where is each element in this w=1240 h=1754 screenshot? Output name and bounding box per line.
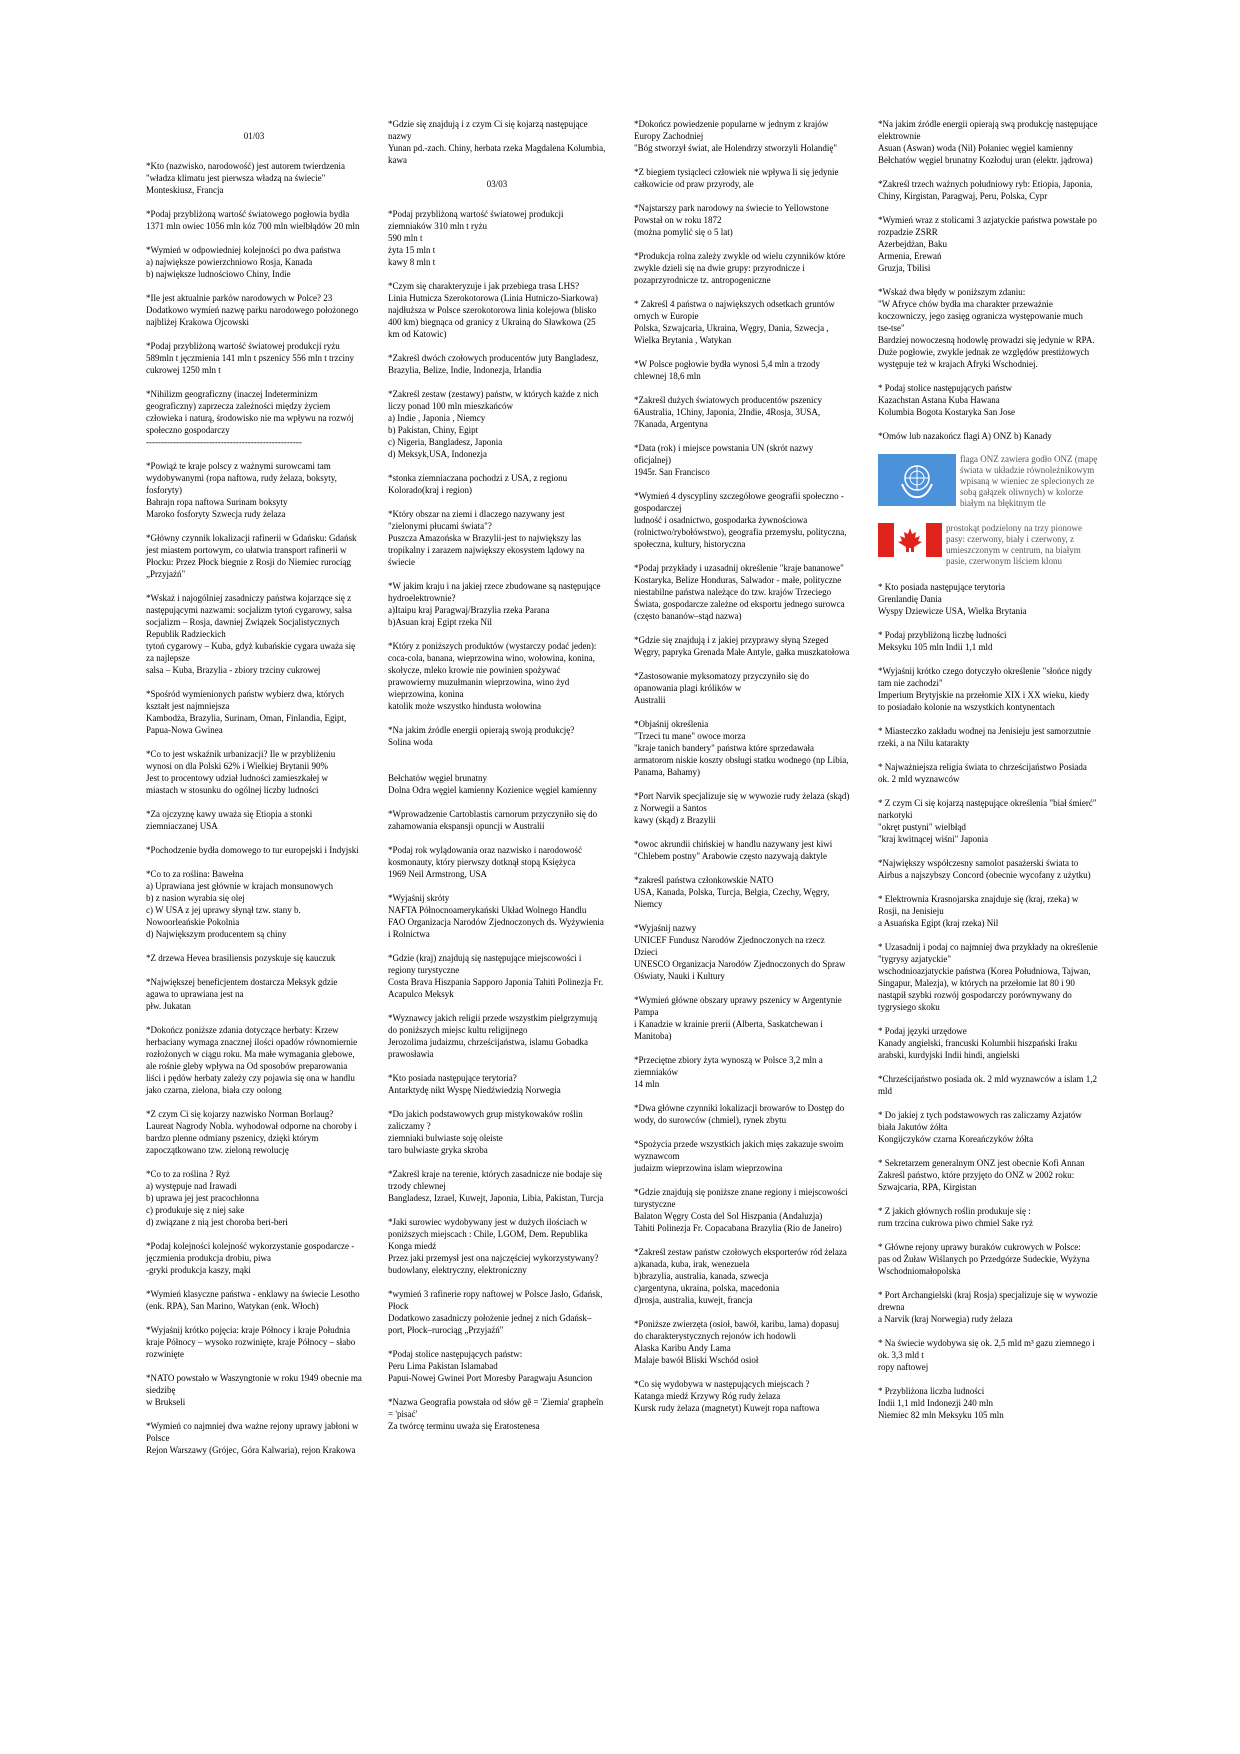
- qa-item: *Wskaż dwa błędy w poniższym zdaniu: "W Afryce chów bydła ma charakter przeważnie koczowniczy, jego zasięg ogranicza występowanie much tse-tse" Bardziej nowoczesną hodowlę prowadzi się jedynie w RPA. Duże pogłowie, zwykle jednak ze względów prestiżowych występuje też w krajach Afryki Wschodniej.: [878, 287, 1095, 369]
- qa-item: *Wymień 4 dyscypliny szczegółowe geografii społeczno - gospodarczej ludność i osadnictwo, gospodarka żywnościowa (rolnictwo/rybołówstwo), geografia przemysłu, polityczna, społeczna, kultury, historyczna: [634, 491, 847, 549]
- column-2-body: [388, 208, 606, 1432]
- qa-item: *wymień 3 rafinerie ropy naftowej w Polsce Jasło, Gdańsk, Płock Dodatkowo zasadniczy położenie jednej z nich Gdańsk–port, Płock–rurociąg „Przyjaźń": [388, 1289, 603, 1335]
- qa-item: *Wymień co najmniej dwa ważne rejony uprawy jabłoni w Polsce Rejon Warszawy (Grójec, Góra Kalwaria), rejon Krakowa: [146, 1421, 359, 1455]
- qa-item: *Co to jest wskaźnik urbanizacji? Ile w przybliżeniu wynosi on dla Polski 62% i Wielkiej Brytanii 90% Jest to procentowy udział ludności zamieszkałej w miastach w stosunku do ogólnej liczby ludności: [146, 749, 336, 795]
- qa-item: * Podaj przybliżoną liczbę ludności Meksyku 105 mln Indii 1,1 mld: [878, 630, 1007, 652]
- page-header-01: 01/03: [243, 131, 265, 141]
- qa-item: *Gdzie się znajdują i z czym Ci się kojarzą następujące nazwy Yunan pd.-zach. Chiny, herbata rzeka Magdalena Kolumbia, kawa: [388, 119, 606, 165]
- column-3: [634, 118, 850, 1426]
- qa-item: *Wymień klasyczne państwa - enklawy na świecie Lesotho (enk. RPA), San Marino, Watykan (enk. Włoch): [146, 1289, 360, 1311]
- qa-item: *Zakreśl dużych światowych producentów pszenicy 6Australia, 1Chiny, Japonia, 2Indie, 4Rosja, 3USA, 7Kanada, Argentyna: [634, 395, 822, 429]
- qa-item: *Kto posiada następujące terytoria? Antarktydę nikt Wyspę Niedźwiedzią Norwegia: [388, 1073, 561, 1095]
- qa-item: *W jakim kraju i na jakiej rzece zbudowane są następujące hydroelektrownie? a)Itaipu kraj Paragwaj/Brazylia rzeka Parana b)Asuan kraj Egipt rzeka Nil: [388, 581, 601, 627]
- qa-item: *Ile jest aktualnie parków narodowych w Polce? 23 Dodatkowo wymień nazwę parku narodowego położonego najbliżej Krakowa Ojcowski: [146, 293, 359, 327]
- qa-item: *Największej beneficjentem dostarcza Meksyk gdzie agawa to uprawiana jest na płw. Jukatan: [146, 977, 338, 1011]
- qa-item: *Zakreśl trzech ważnych południowy ryb: Etiopia, Japonia, Chiny, Kirgistan, Paragwaj, Peru, Polska, Cypr: [878, 179, 1093, 201]
- qa-item: *Główny czynnik lokalizacji rafinerii w Gdańsku: Gdańsk jest miastem portowym, co ułatwia transport rafinerii w Płocku: Przez Płock biegnie z Rosji do Niemiec rurociąg „Przyjaźń": [146, 533, 357, 579]
- qa-item: *NATO powstało w Waszyngtonie w roku 1949 obecnie ma siedzibę w Brukseli: [146, 1373, 362, 1407]
- qa-item: *stonka ziemniaczana pochodzi z USA, z regionu Kolorado(kraj i region): [388, 473, 568, 495]
- qa-item: * Zakreśl 4 państwa o największych odsetkach gruntów ornych w Europie Polska, Szwajcaria, Ukraina, Węgry, Dania, Szwecja , Wielka Brytania , Watykan: [634, 299, 835, 345]
- un-flag-row: [878, 454, 1098, 509]
- qa-item: * Z czym Ci się kojarzą następujące określenia "biał śmierć" narkotyki "okręt pustyni" wielbłąd "kraj kwitnącej wiśni" Japonia: [878, 798, 1097, 844]
- qa-item: * Kto posiada następujące terytoria Grenlandię Dania Wyspy Dziewicze USA, Wielka Brytania: [878, 582, 1027, 616]
- qa-item: *Powiąż te kraje polscy z ważnymi surowcami tam wydobywanymi (ropa naftowa, rudy żelaza, boksyty, fosforyty) Bahrajn ropa naftowa Surinam boksyty Maroko fosforyty Szwecja rudy żelaza: [146, 461, 337, 519]
- qa-item: *Wprowadzenie Cartoblastis carnorum przyczyniło się do zahamowania ekspansji opuncji w Australii: [388, 809, 598, 831]
- qa-item: *Wyjaśnij krótko czego dotyczyło określenie "słońce nigdy tam nie zachodzi" Imperium Brytyjskie na przełomie XIX i XX wieku, kiedy to posiadało kolonie na wszystkich kontynentach: [878, 666, 1093, 712]
- qa-item: *W Polsce pogłowie bydła wynosi 5,4 mln a trzody chlewnej 18,6 mln: [634, 359, 821, 381]
- qa-item: *Wyjaśnij nazwy UNICEF Fundusz Narodów Zjednoczonych na rzecz Dzieci UNESCO Organizacja Narodów Zjednoczonych do Spraw Oświaty, Nauki i Kultury: [634, 923, 846, 981]
- column-4: [878, 118, 1098, 1433]
- qa-item: *Z czym Ci się kojarzy nazwisko Norman Borlaug? Laureat Nagrody Nobla. wyhodował odporne na choroby i bardzo plenne odmiany pszenicy, dzięki którym zapoczątkowano tzw. zieloną rewolucję: [146, 1109, 357, 1155]
- qa-item: *Czym się charakteryzuje i jak przebiega trasa LHS? Linia Hutnicza Szerokotorowa (Linia Hutniczo-Siarkowa) najdłuższa w Polsce szerokotorowa linia kolejowa (blisko 400 km) biegnąca od granicy z Ukrainą do Sławkowa (25 km od Katowic): [388, 281, 598, 339]
- qa-item: * Uzasadnij i podaj co najmniej dwa przykłady na określenie "tygrysy azjatyckie" wschodnioazjatyckie państwa (Korea Południowa, Tajwan, Singapur, Malezja), w których na przełomie lat 80 i 90 nastąpił szybki rozwój gospodarczy porównywany do tygrysiego skoku: [878, 942, 1098, 1012]
- qa-item: *Objaśnij określenia "Trzeci tu mane" owoce morza "kraje tanich bandery" państwa które sprzedawała armatorom niskie koszty obsługi statku wodnego (np Libia, Panama, Bahamy): [634, 719, 849, 777]
- qa-item: *zakreśl państwa członkowskie NATO USA, Kanada, Polska, Turcja, Belgia, Czechy, Węgry, Niemcy: [634, 875, 830, 909]
- qa-item: *Spośród wymienionych państw wybierz dwa, których kształt jest najmniejsza Kambodża, Brazylia, Surinam, Oman, Finlandia, Egipt, Papua-Nowa Gwinea: [146, 689, 347, 735]
- qa-item: *Gdzie (kraj) znajdują się następujące miejscowości i regiony turystyczne Costa Brava Hiszpania Sapporo Japonia Tahiti Polinezja Fr. Acapulco Meksyk: [388, 953, 604, 999]
- qa-item: *Do jakich podstawowych grup mistykowaków roślin zaliczamy ? ziemniaki bulwiaste soję oleiste taro bulwiaste gryka skroba: [388, 1109, 583, 1155]
- qa-item: *Nihilizm geograficzny (inaczej Indeterminizm geograficzny) zaprzecza zależności między życiem człowieka i naturą, środowisko nie ma wpływu na rozwój społeczno gospodarczy ----------------------------------------------------: [146, 389, 354, 447]
- qa-item: * Na świecie wydobywa się ok. 2,5 mld m³ gazu ziemnego i ok. 3,3 mld t ropy naftowej: [878, 1338, 1095, 1372]
- qa-item: * Najważniejsza religia świata to chrześcijaństwo Posiada ok. 2 mld wyznawców: [878, 762, 1087, 784]
- qa-item: *Wymień wraz z stolicami 3 azjatyckie państwa powstałe po rozpadzie ZSRR Azerbejdżan, Baku Armenia, Erewań Gruzja, Tbilisi: [878, 215, 1097, 273]
- qa-item: *Dokończ poniższe zdania dotyczące herbaty: Krzew herbaciany wymaga znacznej ilości opadów równomiernie rozłożonych w ciągu roku. Ma małe wymagania glebowe, ale rośnie gleby wpływa na Od sposobów preparowania liści i pędów herbaty zależy czy pojawia się ona w handlu jako czarna, zielona, biała czy oolong: [146, 1025, 358, 1095]
- qa-item: *Wskaż i najogólniej zasadniczy państwa kojarzące się z następującymi nazwami: socjalizm tytoń cygarowy, salsa socjalizm – Rosja, dawniej Związek Socjalistycznych Republik Radzieckich tytoń cygarowy – Kuba, gdyż kubańskie cygara uważa się za najlepsze salsa – Kuba, Brazylia - zbiory trzciny cukrowej: [146, 593, 356, 675]
- qa-item: *Data (rok) i miejsce powstania UN (skrót nazwy oficjalnej) 1945r. San Francisco: [634, 443, 814, 477]
- qa-item: * Port Archangielski (kraj Rosja) specjalizuje się w wywozie drewna a Narvik (kraj Norwegia) rudy żelaza: [878, 1290, 1098, 1324]
- qa-item: * Podaj stolice następujących państw Kazachstan Astana Kuba Hawana Kolumbia Bogota Kostaryka San Jose: [878, 383, 1015, 417]
- canada-flag-caption: prostokąt podzielony na trzy pionowe pasy: czerwony, biały i czerwony, z umieszczonym w centrum, na białym pasie, czerwonym liściem klonu: [946, 523, 1082, 566]
- qa-item: *Podaj przybliżoną wartość światowej produkcji ryżu 589mln t jęczmienia 141 mln t pszenicy 556 mln t trzciny cukrowej 1250 mln t: [146, 341, 354, 375]
- qa-item: *Podaj stolice następujących państw: Peru Lima Pakistan Islamabad Papui-Nowej Gwinei Port Moresby Paragwaju Asuncion: [388, 1349, 593, 1383]
- qa-item: *Przeciętne zbiory żyta wynoszą w Polsce 3,2 mln a ziemniaków 14 mln: [634, 1055, 823, 1089]
- qa-item: *Co to za roślina ? Ryż a) występuje nad Irawadi b) uprawa jej jest pracochłonna c) produkuje się z niej sake d) związane z nią jest choroba beri-beri: [146, 1169, 288, 1227]
- qa-item: *Zakreśl zestaw państw czołowych eksporterów ród żelaza a)kanada, kuba, irak, wenezuela b)brazylia, australia, kanada, szwecja c)argentyna, ukraina, polska, macedonia d)rosja, australia, kuwejt, francja: [634, 1247, 847, 1305]
- qa-item: *Omów lub nazakończ flagi A) ONZ b) Kanady: [878, 431, 1052, 441]
- qa-item: *Na jakim źródle energii opierają swoją produkcję? Solina woda: [388, 725, 575, 747]
- qa-item: *Wyznawcy jakich religii przede wszystkim pielgrzymują do poniższych miejsc kultu religijnego Jerozolima judaizmu, chrześcijaństwa, islamu Gobadka prawosławia: [388, 1013, 598, 1059]
- qa-item: * Sekretarzem generalnym ONZ jest obecnie Kofi Annan Zakreśl państwo, które przyjęto do ONZ w 2002 roku: Szwajcaria, RPA, Kirgistan: [878, 1158, 1085, 1192]
- qa-item: *Za ojczyznę kawy uważa się Etiopia a stonki ziemniaczanej USA: [146, 809, 313, 831]
- column-2-top: [388, 118, 606, 166]
- qa-item: *Port Narvik specjalizuje się w wywozie rudy żelaza (skąd) z Norwegii a Santos kawy (skąd) z Brazylii: [634, 791, 850, 825]
- qa-item: *Podaj przykłady i uzasadnij określenie "kraje bananowe" Kostaryka, Belize Honduras, Salwador - małe, polityczne niestabilne państwa należące do tzw. krajów Trzeciego Świata, gospodarcze zależne od eksportu jednego surowca (często bananów–stąd nazwa): [634, 563, 845, 621]
- qa-item: * Przybliżona liczba ludności Indii 1,1 mld Indonezji 240 mln Niemiec 82 mln Meksyku 105 mln: [878, 1386, 1004, 1420]
- qa-item: *Wyjaśnij krótko pojęcia: kraje Północy i kraje Południa kraje Północy – wysoko rozwinięte, kraje Północy – słabo rozwinięte: [146, 1325, 356, 1359]
- qa-item: *Który obszar na ziemi i dlaczego nazywany jest "zielonymi płucami świata"? Puszcza Amazońska w Brazylii-jest to największy las tropikalny i zarazem największy ekosystem lądowy na świecie: [388, 509, 585, 567]
- qa-item: *Z drzewa Hevea brasiliensis pozyskuje się kauczuk: [146, 953, 336, 963]
- qa-item: *Największy współczesny samolot pasażerski świata to Airbus a najszybszy Concord (obecnie wycofany z użytku): [878, 858, 1091, 880]
- qa-item: *Spożycia przede wszystkich jakich mięs zakazuje swoim wyznawcom judaizm wieprzowina islam wieprzowina: [634, 1139, 844, 1173]
- qa-item: Bełchatów węgiel brunatny Dolna Odra węgiel kamienny Kozienice węgiel kamienny: [388, 773, 597, 795]
- qa-item: * Główne rejony uprawy buraków cukrowych w Polsce: pas od Żuław Wiślanych po Przedgórze Sudeckie, Wyżyna Wschodniomałopolska: [878, 1242, 1090, 1276]
- qa-item: *Gdzie znajdują się poniższe znane regiony i miejscowości turystyczne Balaton Węgry Costa del Sol Hiszpania (Andaluzja) Tahiti Polinezja Fr. Copacabana Brazylia (Rio de Janeiro): [634, 1187, 848, 1233]
- column-2: [388, 118, 606, 1444]
- qa-item: *Zastosowanie myksomatozy przyczyniło się do opanowania plagi królików w Australii: [634, 671, 809, 705]
- qa-item: *Poniższe zwierzęta (osioł, bawół, karibu, lama) dopasuj do charakterystycznych rejonów ich hodowli Alaska Karibu Andy Lama Malaje bawół Bliski Wschód osioł: [634, 1319, 840, 1365]
- qa-item: *Wymień w odpowiedniej kolejności po dwa państwa a) największe powierzchniowo Rosja, Kanada b) największe ludnościowo Chiny, Indie: [146, 245, 341, 279]
- qa-item: *Podaj przybliżoną wartość światowego pogłowia bydła 1371 mln owiec 1056 mln kóz 700 mln wielbłądów 20 mln: [146, 209, 360, 231]
- qa-item: *Na jakim źródle energii opierają swą produkcję następujące elektrownie Asuan (Aswan) woda (Nil) Połaniec węgiel kamienny Bełchatów węgiel brunatny Kozłoduj uran (elektr. jądrowa): [878, 119, 1098, 165]
- canada-flag-row: [878, 523, 1098, 567]
- column-1: [146, 118, 362, 1468]
- qa-item: * Podaj języki urzędowe Kanady angielski, francuski Kolumbii hiszpański Iraku arabski, kurdyjski Indii hindi, angielski: [878, 1026, 1077, 1060]
- qa-item: *Chrześcijaństwo posiada ok. 2 mld wyznawców a islam 1,2 mld: [878, 1074, 1097, 1096]
- qa-item: *Gdzie się znajdują i z jakiej przyprawy słyną Szeged Węgry, papryka Grenada Małe Antyle, gałka muszkatołowa: [634, 635, 850, 657]
- un-flag-caption: flaga ONZ zawiera godło ONZ (mapę świata w układzie równoleżnikowym wpisaną w wieniec ze splecionych ze sobą gałązek oliwnych) w kolorze białym na błękitnym tle: [960, 454, 1098, 508]
- column-3-body: [634, 118, 850, 1414]
- column-1-body: [146, 160, 362, 1456]
- qa-item: *Podaj kolejności kolejność wykorzystanie gospodarcze -jęczmienia produkcja drobiu, piwa -gryki produkcja kaszy, mąki: [146, 1241, 355, 1275]
- qa-item: *Z biegiem tysiącleci człowiek nie wpływa li się jedynie całkowicie od praw przyrody, ale: [634, 167, 839, 189]
- qa-item: *Dokończ powiedzenie popularne w jednym z krajów Europy Zachodniej "Bóg stworzył świat, ale Holendrzy stworzyli Holandię": [634, 119, 838, 153]
- qa-item: *Co się wydobywa w następujących miejscach ? Katanga miedź Krzywy Róg rudy żelaza Kursk rudy żelaza (magnetyt) Kuwejt ropa naftowa: [634, 1379, 820, 1413]
- qa-item: *Jaki surowiec wydobywany jest w dużych ilościach w poniższych miejscach : Chile, LGOM, Dem. Republika Konga miedź Przez jaki przemysł jest ona najczęściej wykorzystywany? budowlany, elektryczny, elektroniczny: [388, 1217, 599, 1275]
- page-header-03: 03/03: [486, 179, 508, 189]
- qa-item: *Najstarszy park narodowy na świecie to Yellowstone Powstał on w roku 1872 (można pomylić się o 5 lat): [634, 203, 829, 237]
- qa-item: *Produkcja rolna zależy zwykle od wielu czynników które zwykle dzieli się na dwie grupy: przyrodnicze i pozaprzyrodnicze tz. antropogeniczne: [634, 251, 846, 285]
- qa-item: *Zakreśl zestaw (zestawy) państw, w których każde z nich liczy ponad 100 mln mieszkańców a) Indie , Japonia , Niemcy b) Pakistan, Chiny, Egipt c) Nigeria, Bangladesz, Japonia d) Meksyk,USA, Indonezja: [388, 389, 599, 459]
- qa-item: *Który z poniższych produktów (wystarczy podać jeden): coca-cola, banana, wieprzowina wino, wołowina, konina, skołycze, mleko krowie nie powinien spożywać prawowierny muzułmanin wieprzowina, wino żyd wieprzowina, konina katolik może wszystko hindusta wołowina: [388, 641, 597, 711]
- qa-item: *Wyjaśnij skróty NAFTA Północnoamerykański Układ Wolnego Handlu FAO Organizacja Narodów Zjednoczonych ds. Wyżywienia i Rolnictwa: [388, 893, 604, 939]
- qa-item: * Z jakich głównych roślin produkuje się : rum trzcina cukrowa piwo chmiel Sake ryż: [878, 1206, 1033, 1228]
- qa-item: *Dwa główne czynniki lokalizacji browarów to Dostęp do wody, do surowców (chmiel), rynek zbytu: [634, 1103, 845, 1125]
- qa-item: * Miasteczko zakładu wodnej na Jenisieju jest samorzutnie rzeki, a na Nilu katarakty: [878, 726, 1091, 748]
- column-4-top: [878, 118, 1098, 442]
- qa-item: *Nazwa Geografia powstała od słów gê = 'Ziemia' grapheîn = 'pisać' Za twórcę terminu uważa się Eratostenesa: [388, 1397, 604, 1431]
- canada-flag-image: [878, 523, 942, 557]
- qa-item: *Podaj rok wylądowania oraz nazwisko i narodowość kosmonauty, który pierwszy dotknął stopą Księżyca 1969 Neil Armstrong, USA: [388, 845, 582, 879]
- qa-item: *Pochodzenie bydła domowego to tur europejski i Indyjski: [146, 845, 359, 855]
- qa-item: *Zakreśl dwóch czołowych producentów juty Bangladesz, Brazylia, Belize, Indie, Indonezja, Irlandia: [388, 353, 599, 375]
- qa-item: *Zakreśl kraje na terenie, których zasadnicze nie bodaje się trzody chlewnej Bangladesz, Izrael, Kuwejt, Japonia, Libia, Pakistan, Turcja: [388, 1169, 604, 1203]
- column-4-body: [878, 581, 1098, 1421]
- qa-item: * Elektrownia Krasnojarska znajduje się (kraj, rzeka) w Rosji, na Jenisieju a Asuańska Egipt (kraj rzeka) Nil: [878, 894, 1079, 928]
- qa-item: *Wymień główne obszary uprawy pszenicy w Argentynie Pampa i Kanadzie w krainie prerii (Alberta, Saskatchewan i Manitoba): [634, 995, 842, 1041]
- qa-item: * Do jakiej z tych podstawowych ras zaliczamy Azjatów biała Jakutów żółta Kongijczyków czarna Koreańczyków żółta: [878, 1110, 1082, 1144]
- qa-item: *Co to za roślina: Bawełna a) Uprawiana jest głównie w krajach monsunowych b) z nasion wyrabia się olej c) W USA z jej uprawy słynął tzw. stany b. Nowoorleańskie Pokolnia d) Największym producentem są chiny: [146, 869, 333, 939]
- qa-item: *Kto (nazwisko, narodowość) jest autorem twierdzenia "władza klimatu jest pierwsza władzą na świecie" Monteskiusz, Francja: [146, 161, 345, 195]
- qa-item: *Podaj przybliżoną wartość światowej produkcji ziemniaków 310 mln t ryżu 590 mln t żyta 15 mln t kawy 8 mln t: [388, 209, 564, 267]
- un-flag-image: [878, 454, 956, 506]
- qa-item: *owoc akrundii chińskiej w handlu nazywany jest kiwi "Chlebem postny" Arabowie często nazywają daktyle: [634, 839, 833, 861]
